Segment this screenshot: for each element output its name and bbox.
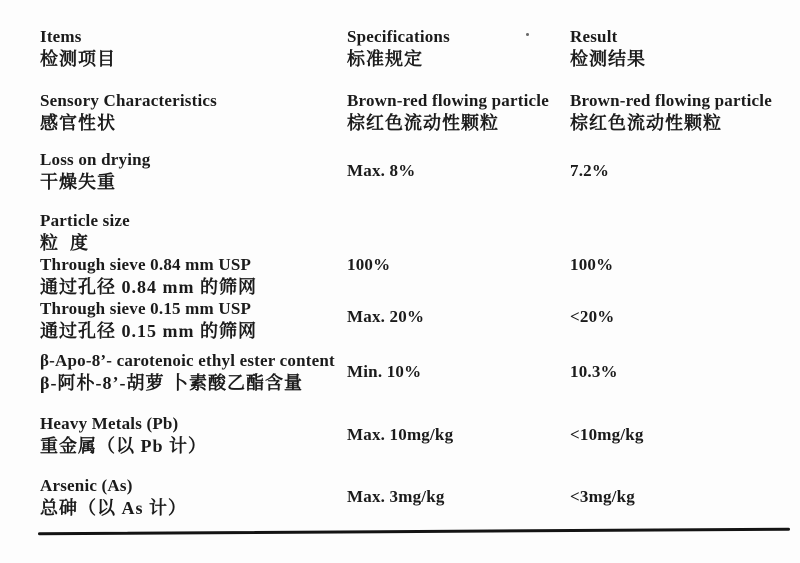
item-name-en: Through sieve 0.84 mm USP <box>40 255 252 274</box>
result-cell <box>570 149 800 193</box>
result-value-en: Brown-red flowing particle <box>570 91 772 110</box>
item-name-zh: 通过孔径 0.15 mm 的筛网 <box>40 321 257 341</box>
item-cell <box>40 254 347 298</box>
result-cell <box>570 350 800 394</box>
result-cell <box>570 298 800 342</box>
item-name-en: β-Apo-8’- carotenoic ethyl ester content <box>40 351 335 370</box>
col-header-items-zh: 检测项目 <box>40 49 116 69</box>
item-name-en: Heavy Metals (Pb) <box>40 414 179 433</box>
spec-value: Max. 10mg/kg <box>347 425 454 444</box>
item-cell <box>40 149 347 193</box>
table-row-heavy-metals <box>40 413 800 457</box>
item-name-zh: 总砷（以 As 计） <box>40 498 188 518</box>
result-cell <box>570 475 800 519</box>
spec-value: 100% <box>347 255 391 274</box>
table-row-beta-apo-ester-content <box>40 350 800 394</box>
item-name-en: Particle size <box>40 211 130 230</box>
item-cell <box>40 350 347 394</box>
table-row-particle-size <box>40 210 800 254</box>
spec-cell <box>347 210 570 254</box>
spec-value: Max. 8% <box>347 161 416 180</box>
item-name-zh: β-阿朴-8’-胡萝 卜素酸乙酯含量 <box>40 373 303 393</box>
result-value: <3mg/kg <box>570 487 635 506</box>
header-cell-items <box>40 26 347 70</box>
result-cell <box>570 90 800 134</box>
spec-value: Min. 10% <box>347 362 422 381</box>
table-row-loss-on-drying <box>40 149 800 193</box>
header-cell-specifications <box>347 26 570 70</box>
item-name-en: Through sieve 0.15 mm USP <box>40 299 252 318</box>
result-cell <box>570 413 800 457</box>
item-name-zh: 通过孔径 0.84 mm 的筛网 <box>40 277 257 297</box>
table-header-row <box>40 26 800 70</box>
item-name-en: Sensory Characteristics <box>40 91 217 110</box>
item-cell <box>40 475 347 519</box>
header-cell-result <box>570 26 800 70</box>
col-header-result-en: Result <box>570 27 618 46</box>
spec-cell <box>347 90 570 134</box>
result-cell <box>570 254 800 298</box>
col-header-specifications-en: Specifications <box>347 27 450 46</box>
result-value: 7.2% <box>570 161 610 180</box>
spec-cell <box>347 298 570 342</box>
col-header-specifications-zh: 标准规定 <box>347 49 423 69</box>
col-header-result-zh: 检测结果 <box>570 49 646 69</box>
table-row-sensory-characteristics <box>40 90 800 134</box>
col-header-items-en: Items <box>40 27 82 46</box>
result-value: 100% <box>570 255 614 274</box>
spec-cell <box>347 475 570 519</box>
item-name-zh: 感官性状 <box>40 113 116 133</box>
spec-cell <box>347 350 570 394</box>
result-value: <20% <box>570 307 615 326</box>
spec-value: Max. 20% <box>347 307 425 326</box>
item-cell <box>40 413 347 457</box>
table-row-arsenic <box>40 475 800 519</box>
table-row-through-sieve-015 <box>40 298 800 342</box>
result-value: 10.3% <box>570 362 618 381</box>
spec-cell <box>347 413 570 457</box>
item-name-zh: 重金属（以 Pb 计） <box>40 436 208 456</box>
result-cell <box>570 210 800 254</box>
result-value-zh: 棕红色流动性颗粒 <box>570 113 722 133</box>
item-name-en: Arsenic (As) <box>40 476 133 495</box>
item-cell <box>40 90 347 134</box>
result-value: <10mg/kg <box>570 425 644 444</box>
bottom-horizontal-rule <box>38 528 790 536</box>
item-name-zh: 干燥失重 <box>40 172 116 192</box>
item-cell <box>40 298 347 342</box>
spec-value-zh: 棕红色流动性颗粒 <box>347 113 499 133</box>
table-row-through-sieve-084 <box>40 254 800 298</box>
spec-cell <box>347 254 570 298</box>
item-name-en: Loss on drying <box>40 150 151 169</box>
spec-cell <box>347 149 570 193</box>
spec-value: Max. 3mg/kg <box>347 487 445 506</box>
item-name-zh: 粒 度 <box>40 233 89 253</box>
item-cell <box>40 210 347 254</box>
spec-value-en: Brown-red flowing particle <box>347 91 549 110</box>
scan-artifact-dot <box>526 33 529 36</box>
